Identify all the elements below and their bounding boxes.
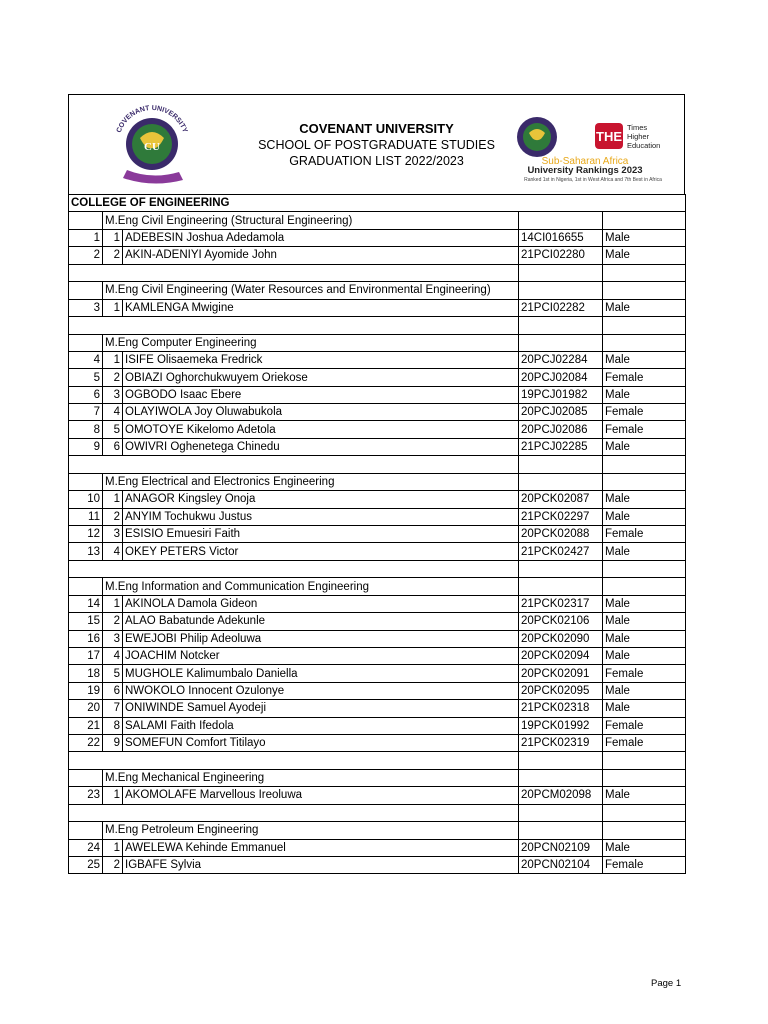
table-row xyxy=(69,299,686,316)
student-name: ANYIM Tochukwu Justus xyxy=(123,508,519,525)
program-row xyxy=(69,212,686,229)
program-serial: 2 xyxy=(103,613,123,630)
student-name: ONIWINDE Samuel Ayodeji xyxy=(123,700,519,717)
student-name: EWEJOBI Philip Adeoluwa xyxy=(123,630,519,647)
document-header xyxy=(68,94,685,194)
table-row xyxy=(69,543,686,560)
program-row xyxy=(69,578,686,595)
gender: Female xyxy=(603,404,686,421)
program-serial: 1 xyxy=(103,229,123,246)
empty-cell xyxy=(69,473,103,490)
blank-row xyxy=(69,316,686,334)
program-serial: 8 xyxy=(103,717,123,734)
empty-cell xyxy=(69,334,103,351)
program-serial: 2 xyxy=(103,369,123,386)
program-serial: 3 xyxy=(103,526,123,543)
serial-number: 24 xyxy=(69,839,103,856)
student-name: IGBAFE Sylvia xyxy=(123,857,519,874)
program-serial: 4 xyxy=(103,647,123,664)
empty-cell xyxy=(603,769,686,786)
student-name: NWOKOLO Innocent Ozulonye xyxy=(123,682,519,699)
empty-cell xyxy=(519,822,603,839)
gender: Female xyxy=(603,734,686,751)
program-row xyxy=(69,822,686,839)
empty-cell xyxy=(603,822,686,839)
blank-cell xyxy=(603,752,686,770)
table-row xyxy=(69,404,686,421)
student-name: AKOMOLAFE Marvellous Ireoluwa xyxy=(123,787,519,804)
empty-cell xyxy=(69,578,103,595)
program-name: M.Eng Civil Engineering (Structural Engineering) xyxy=(103,212,519,229)
serial-number: 19 xyxy=(69,682,103,699)
gender: Male xyxy=(603,630,686,647)
table-row xyxy=(69,613,686,630)
table-row xyxy=(69,351,686,368)
serial-number: 15 xyxy=(69,613,103,630)
student-name: AKINOLA Damola Gideon xyxy=(123,595,519,612)
program-serial: 6 xyxy=(103,682,123,699)
gender: Male xyxy=(603,682,686,699)
gender: Male xyxy=(603,386,686,403)
empty-cell xyxy=(69,282,103,299)
blank-cell xyxy=(603,560,686,578)
serial-number: 7 xyxy=(69,404,103,421)
graduation-table xyxy=(68,194,686,874)
table-row xyxy=(69,421,686,438)
matric-number: 20PCK02088 xyxy=(519,526,603,543)
student-name: SOMEFUN Comfort Titilayo xyxy=(123,734,519,751)
student-name: OKEY PETERS Victor xyxy=(123,543,519,560)
gender: Male xyxy=(603,438,686,455)
blank-cell xyxy=(519,752,603,770)
serial-number: 22 xyxy=(69,734,103,751)
serial-number: 23 xyxy=(69,787,103,804)
table-row xyxy=(69,857,686,874)
matric-number: 21PCK02297 xyxy=(519,508,603,525)
program-serial: 1 xyxy=(103,491,123,508)
empty-cell xyxy=(603,578,686,595)
blank-cell xyxy=(603,804,686,822)
table-row xyxy=(69,787,686,804)
gender: Male xyxy=(603,839,686,856)
blank-cell xyxy=(519,560,603,578)
gender: Male xyxy=(603,595,686,612)
empty-cell xyxy=(69,212,103,229)
serial-number: 3 xyxy=(69,299,103,316)
serial-number: 20 xyxy=(69,700,103,717)
svg-text:COVENANT UNIVERSITY: COVENANT UNIVERSITY xyxy=(115,104,189,134)
blank-cell xyxy=(69,804,519,822)
college-title: COLLEGE OF ENGINEERING xyxy=(69,195,686,212)
university-name: COVENANT UNIVERSITY xyxy=(299,121,454,136)
serial-number: 18 xyxy=(69,665,103,682)
matric-number: 20PCM02098 xyxy=(519,787,603,804)
student-name: ANAGOR Kingsley Onoja xyxy=(123,491,519,508)
gender: Female xyxy=(603,857,686,874)
student-name: JOACHIM Notcker xyxy=(123,647,519,664)
table-row xyxy=(69,717,686,734)
student-name: KAMLENGA Mwigine xyxy=(123,299,519,316)
gender: Male xyxy=(603,787,686,804)
gender: Female xyxy=(603,665,686,682)
matric-number: 21PCI02280 xyxy=(519,247,603,264)
gender: Male xyxy=(603,351,686,368)
blank-row xyxy=(69,804,686,822)
serial-number: 5 xyxy=(69,369,103,386)
program-name: M.Eng Information and Communication Engineering xyxy=(103,578,519,595)
gender: Male xyxy=(603,491,686,508)
serial-number: 11 xyxy=(69,508,103,525)
matric-number: 21PCK02427 xyxy=(519,543,603,560)
table-row xyxy=(69,526,686,543)
empty-cell xyxy=(603,282,686,299)
program-serial: 5 xyxy=(103,421,123,438)
program-row xyxy=(69,334,686,351)
serial-number: 1 xyxy=(69,229,103,246)
program-row xyxy=(69,473,686,490)
empty-cell xyxy=(519,578,603,595)
college-row xyxy=(69,195,686,212)
gender: Female xyxy=(603,717,686,734)
blank-cell xyxy=(519,316,603,334)
gender: Male xyxy=(603,247,686,264)
serial-number: 13 xyxy=(69,543,103,560)
gender: Female xyxy=(603,526,686,543)
program-serial: 7 xyxy=(103,700,123,717)
student-name: OLAYIWOLA Joy Oluwabukola xyxy=(123,404,519,421)
student-name: OWIVRI Oghenetega Chinedu xyxy=(123,438,519,455)
table-row xyxy=(69,595,686,612)
list-title: GRADUATION LIST 2022/2023 xyxy=(289,154,464,168)
program-serial: 4 xyxy=(103,404,123,421)
blank-row xyxy=(69,752,686,770)
serial-number: 12 xyxy=(69,526,103,543)
svg-text:Ranked 1st in Nigeria, 1st in: Ranked 1st in Nigeria, 1st in West Africa and 7th Best in Africa xyxy=(524,177,662,183)
matric-number: 20PCJ02086 xyxy=(519,421,603,438)
program-name: M.Eng Petroleum Engineering xyxy=(103,822,519,839)
graduation-list-sheet xyxy=(68,94,685,874)
table-row xyxy=(69,229,686,246)
program-serial: 1 xyxy=(103,787,123,804)
gender: Male xyxy=(603,647,686,664)
table-row xyxy=(69,369,686,386)
program-serial: 4 xyxy=(103,543,123,560)
serial-number: 21 xyxy=(69,717,103,734)
matric-number: 20PCJ02084 xyxy=(519,369,603,386)
serial-number: 16 xyxy=(69,630,103,647)
table-row xyxy=(69,247,686,264)
table-row xyxy=(69,491,686,508)
blank-cell xyxy=(519,804,603,822)
matric-number: 21PCI02282 xyxy=(519,299,603,316)
student-name: ALAO Babatunde Adekunle xyxy=(123,613,519,630)
empty-cell xyxy=(519,212,603,229)
serial-number: 10 xyxy=(69,491,103,508)
empty-cell xyxy=(603,212,686,229)
student-name: OGBODO Isaac Ebere xyxy=(123,386,519,403)
blank-cell xyxy=(603,264,686,282)
table-row xyxy=(69,508,686,525)
empty-cell xyxy=(603,473,686,490)
serial-number: 17 xyxy=(69,647,103,664)
blank-cell xyxy=(69,560,519,578)
program-serial: 9 xyxy=(103,734,123,751)
student-name: SALAMI Faith Ifedola xyxy=(123,717,519,734)
program-serial: 1 xyxy=(103,839,123,856)
program-row xyxy=(69,769,686,786)
gender: Male xyxy=(603,299,686,316)
matric-number: 20PCJ02284 xyxy=(519,351,603,368)
table-row xyxy=(69,700,686,717)
empty-cell xyxy=(69,822,103,839)
svg-text:CU: CU xyxy=(144,141,160,153)
school-name: SCHOOL OF POSTGRADUATE STUDIES xyxy=(258,138,495,152)
matric-number: 20PCK02087 xyxy=(519,491,603,508)
program-name: M.Eng Mechanical Engineering xyxy=(103,769,519,786)
student-name: OMOTOYE Kikelomo Adetola xyxy=(123,421,519,438)
empty-cell xyxy=(69,769,103,786)
student-name: AWELEWA Kehinde Emmanuel xyxy=(123,839,519,856)
student-name: MUGHOLE Kalimumbalo Daniella xyxy=(123,665,519,682)
matric-number: 20PCK02106 xyxy=(519,613,603,630)
student-name: AKIN-ADENIYI Ayomide John xyxy=(123,247,519,264)
matric-number: 20PCK02094 xyxy=(519,647,603,664)
table-row xyxy=(69,734,686,751)
serial-number: 4 xyxy=(69,351,103,368)
table-row xyxy=(69,630,686,647)
matric-number: 20PCK02091 xyxy=(519,665,603,682)
serial-number: 9 xyxy=(69,438,103,455)
matric-number: 20PCN02104 xyxy=(519,857,603,874)
table-row xyxy=(69,682,686,699)
program-serial: 2 xyxy=(103,857,123,874)
program-name: M.Eng Electrical and Electronics Engineering xyxy=(103,473,519,490)
blank-row xyxy=(69,456,686,474)
matric-number: 21PCK02317 xyxy=(519,595,603,612)
empty-cell xyxy=(519,769,603,786)
gender: Male xyxy=(603,229,686,246)
gender: Male xyxy=(603,508,686,525)
blank-row xyxy=(69,264,686,282)
blank-cell xyxy=(519,264,603,282)
blank-cell xyxy=(69,456,519,474)
program-name: M.Eng Computer Engineering xyxy=(103,334,519,351)
program-serial: 1 xyxy=(103,299,123,316)
empty-cell xyxy=(519,334,603,351)
program-serial: 3 xyxy=(103,386,123,403)
svg-text:Sub-Saharan Africa: Sub-Saharan Africa xyxy=(541,156,629,167)
program-row xyxy=(69,282,686,299)
svg-text:Education: Education xyxy=(627,141,661,150)
blank-row xyxy=(69,560,686,578)
gender: Male xyxy=(603,613,686,630)
matric-number: 19PCJ01982 xyxy=(519,386,603,403)
table-row xyxy=(69,839,686,856)
gender: Male xyxy=(603,700,686,717)
svg-text:University Rankings 2023: University Rankings 2023 xyxy=(527,165,643,176)
table-row xyxy=(69,386,686,403)
student-name: ADEBESIN Joshua Adedamola xyxy=(123,229,519,246)
matric-number: 20PCJ02085 xyxy=(519,404,603,421)
matric-number: 19PCK01992 xyxy=(519,717,603,734)
blank-cell xyxy=(519,456,603,474)
matric-number: 14CI016655 xyxy=(519,229,603,246)
table-row xyxy=(69,665,686,682)
table-row xyxy=(69,438,686,455)
program-serial: 2 xyxy=(103,247,123,264)
svg-text:Times: Times xyxy=(627,123,648,132)
student-name: OBIAZI Oghorchukwuyem Oriekose xyxy=(123,369,519,386)
blank-cell xyxy=(69,316,519,334)
gender: Female xyxy=(603,421,686,438)
serial-number: 8 xyxy=(69,421,103,438)
program-name: M.Eng Civil Engineering (Water Resources and Environmental Engineering) xyxy=(103,282,519,299)
program-serial: 6 xyxy=(103,438,123,455)
serial-number: 25 xyxy=(69,857,103,874)
the-rankings-badge xyxy=(507,113,683,185)
blank-cell xyxy=(603,316,686,334)
blank-cell xyxy=(69,752,519,770)
blank-cell xyxy=(69,264,519,282)
matric-number: 21PCK02318 xyxy=(519,700,603,717)
program-serial: 1 xyxy=(103,595,123,612)
matric-number: 20PCK02090 xyxy=(519,630,603,647)
page-number: Page 1 xyxy=(651,978,682,989)
student-name: ESISIO Emuesiri Faith xyxy=(123,526,519,543)
svg-text:Higher: Higher xyxy=(627,132,650,141)
matric-number: 20PCK02095 xyxy=(519,682,603,699)
empty-cell xyxy=(603,334,686,351)
gender: Female xyxy=(603,369,686,386)
program-serial: 3 xyxy=(103,630,123,647)
program-serial: 2 xyxy=(103,508,123,525)
serial-number: 6 xyxy=(69,386,103,403)
program-serial: 1 xyxy=(103,351,123,368)
empty-cell xyxy=(519,473,603,490)
matric-number: 20PCN02109 xyxy=(519,839,603,856)
blank-cell xyxy=(603,456,686,474)
program-serial: 5 xyxy=(103,665,123,682)
table-row xyxy=(69,647,686,664)
matric-number: 21PCK02319 xyxy=(519,734,603,751)
serial-number: 14 xyxy=(69,595,103,612)
empty-cell xyxy=(519,282,603,299)
matric-number: 21PCJ02285 xyxy=(519,438,603,455)
student-name: ISIFE Olisaemeka Fredrick xyxy=(123,351,519,368)
gender: Male xyxy=(603,543,686,560)
svg-text:THE: THE xyxy=(596,129,622,144)
serial-number: 2 xyxy=(69,247,103,264)
